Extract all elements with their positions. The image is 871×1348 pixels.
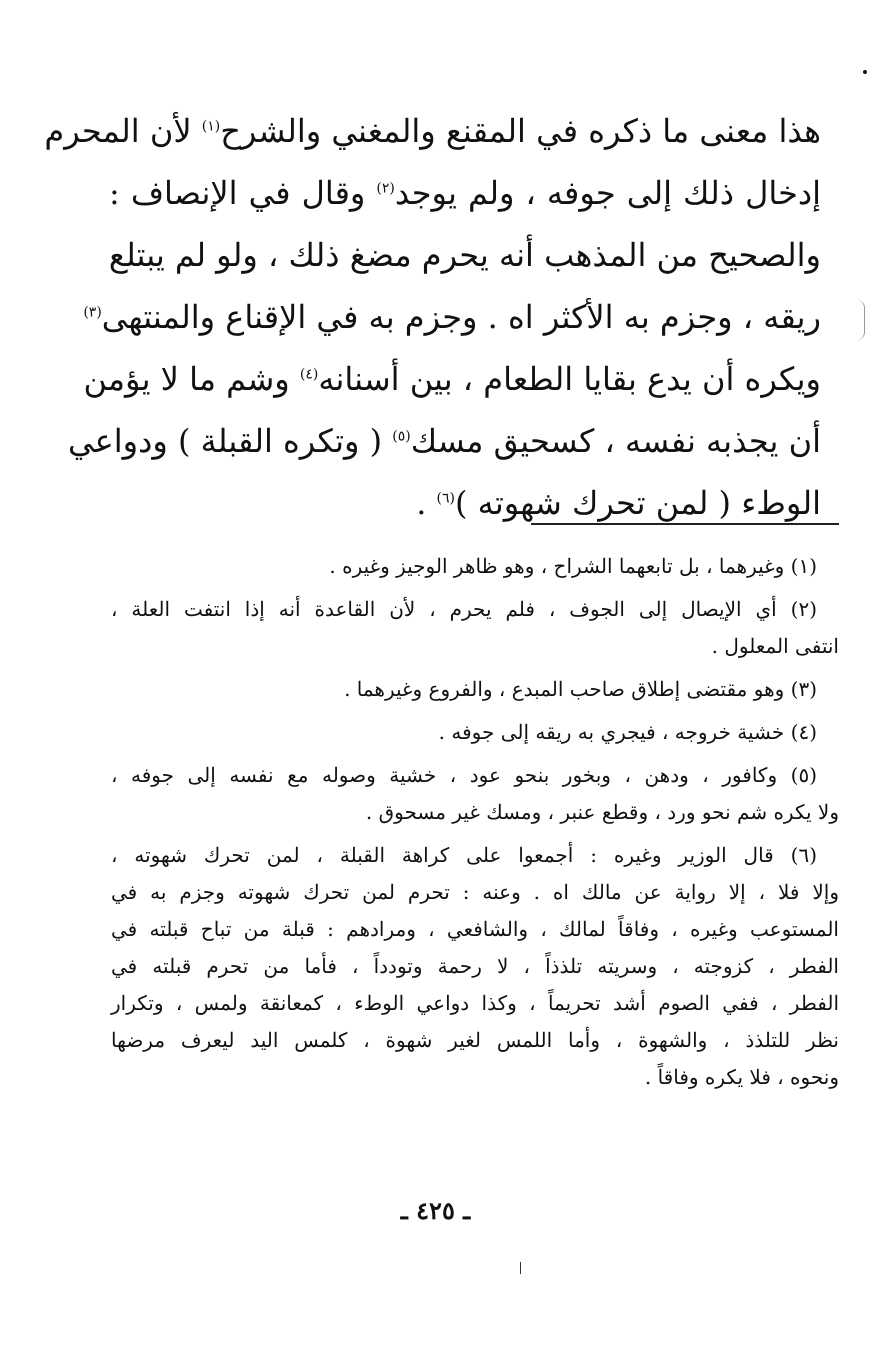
footnote-ref: (١)	[201, 118, 221, 135]
footnote-4	[111, 714, 839, 751]
footnote-ref: (٤)	[299, 366, 319, 383]
footnote-5	[111, 757, 839, 831]
main-text-line: والصحيح من المذهب أنه يحرم مضغ ذلك ، ولو لم يبتلع	[108, 236, 821, 274]
footnote-6	[111, 837, 839, 1096]
footnote-line: (٥) وكافور ، ودهن ، وبخور بنحو عود ، خشية وصوله مع نفسه إلى جوفه ،	[111, 763, 817, 787]
main-text	[44, 100, 822, 534]
footnote-line: ولا يكره شم نحو ورد ، وقطع عنبر ، ومسك غير مسحوق .	[365, 800, 839, 824]
footnote-line: ونحوه ، فلا يكره وفاقاً .	[644, 1065, 839, 1089]
main-text-line: الوطء ( لمن تحرك شهوته )$^{(٦)}$ .	[416, 484, 821, 522]
scan-speck	[520, 1262, 521, 1274]
footnote-ref: (٥)	[392, 428, 411, 445]
footnote-1	[111, 548, 839, 585]
footnote-line: وإلا فلا ، إلا رواية عن مالك اه . وعنه : تحرم لمن تحرك شهوته وجزم به في	[111, 880, 839, 904]
footnote-3	[111, 671, 839, 708]
footnote-line: المستوعب وغيره ، وفاقاً لمالك ، والشافعي ، ومرادهم : قبلة من تباح قبلته في	[111, 917, 839, 941]
footnote-line: (٤) خشية خروجه ، فيجري به ريقه إلى جوفه .	[438, 720, 817, 744]
footnote-ref: (٢)	[376, 180, 395, 197]
footnote-line: (١) وغيرهما ، بل تابعهما الشراح ، وهو ظاهر الوجيز وغيره .	[329, 554, 817, 578]
footnote-line: (٣) وهو مقتضى إطلاق صاحب المبدع ، والفروع وغيرهما .	[344, 677, 817, 701]
footnote-ref: (٣)	[83, 304, 102, 321]
main-text-line: هذا معنى ما ذكره في المقنع والمغني والشرح$^{(١)}$ لأن المحرم	[44, 112, 821, 150]
footnotes	[111, 548, 839, 1102]
page-number: ـ ٤٢٥ ـ	[400, 1196, 471, 1225]
footnote-line: الفطر ، كزوجته ، وسريته تلذذاً ، لا رحمة وتودداً ، فأما من تحرم قبلته في	[111, 954, 839, 978]
footnote-separator	[531, 523, 839, 525]
main-text-line: ريقه ، وجزم به الأكثر اه . وجزم به في الإقناع والمنتهى$^{(٣)}$	[83, 298, 821, 336]
main-text-line: أن يجذبه نفسه ، كسحيق مسك$^{(٥)}$ ( وتكره القبلة ) ودواعي	[67, 422, 821, 460]
margin-dot	[863, 70, 867, 74]
main-text-line: إدخال ذلك إلى جوفه ، ولم يوجد$^{(٢)}$ وقال في الإنصاف :	[109, 174, 822, 212]
footnote-2	[111, 591, 839, 665]
footnote-ref: (٦)	[436, 490, 455, 507]
margin-mark	[856, 300, 865, 340]
footnote-line: نظر للتلذذ ، والشهوة ، وأما اللمس لغير شهوة ، كلمس اليد ليعرف مرضها	[111, 1028, 839, 1052]
footnote-line: (٦) قال الوزير وغيره : أجمعوا على كراهة القبلة ، لمن تحرك شهوته ،	[111, 843, 817, 867]
footnote-line: انتفى المعلول .	[711, 634, 839, 658]
footnote-line: الفطر ، ففي الصوم أشد تحريماً ، وكذا دواعي الوطء ، كمعانقة ولمس ، وتكرار	[111, 991, 839, 1015]
main-text-line: ويكره أن يدع بقايا الطعام ، بين أسنانه$^{(٤)}$ وشم ما لا يؤمن	[83, 360, 821, 398]
footnote-line: (٢) أي الإيصال إلى الجوف ، فلم يحرم ، لأن القاعدة أنه إذا انتفت العلة ،	[111, 597, 817, 621]
